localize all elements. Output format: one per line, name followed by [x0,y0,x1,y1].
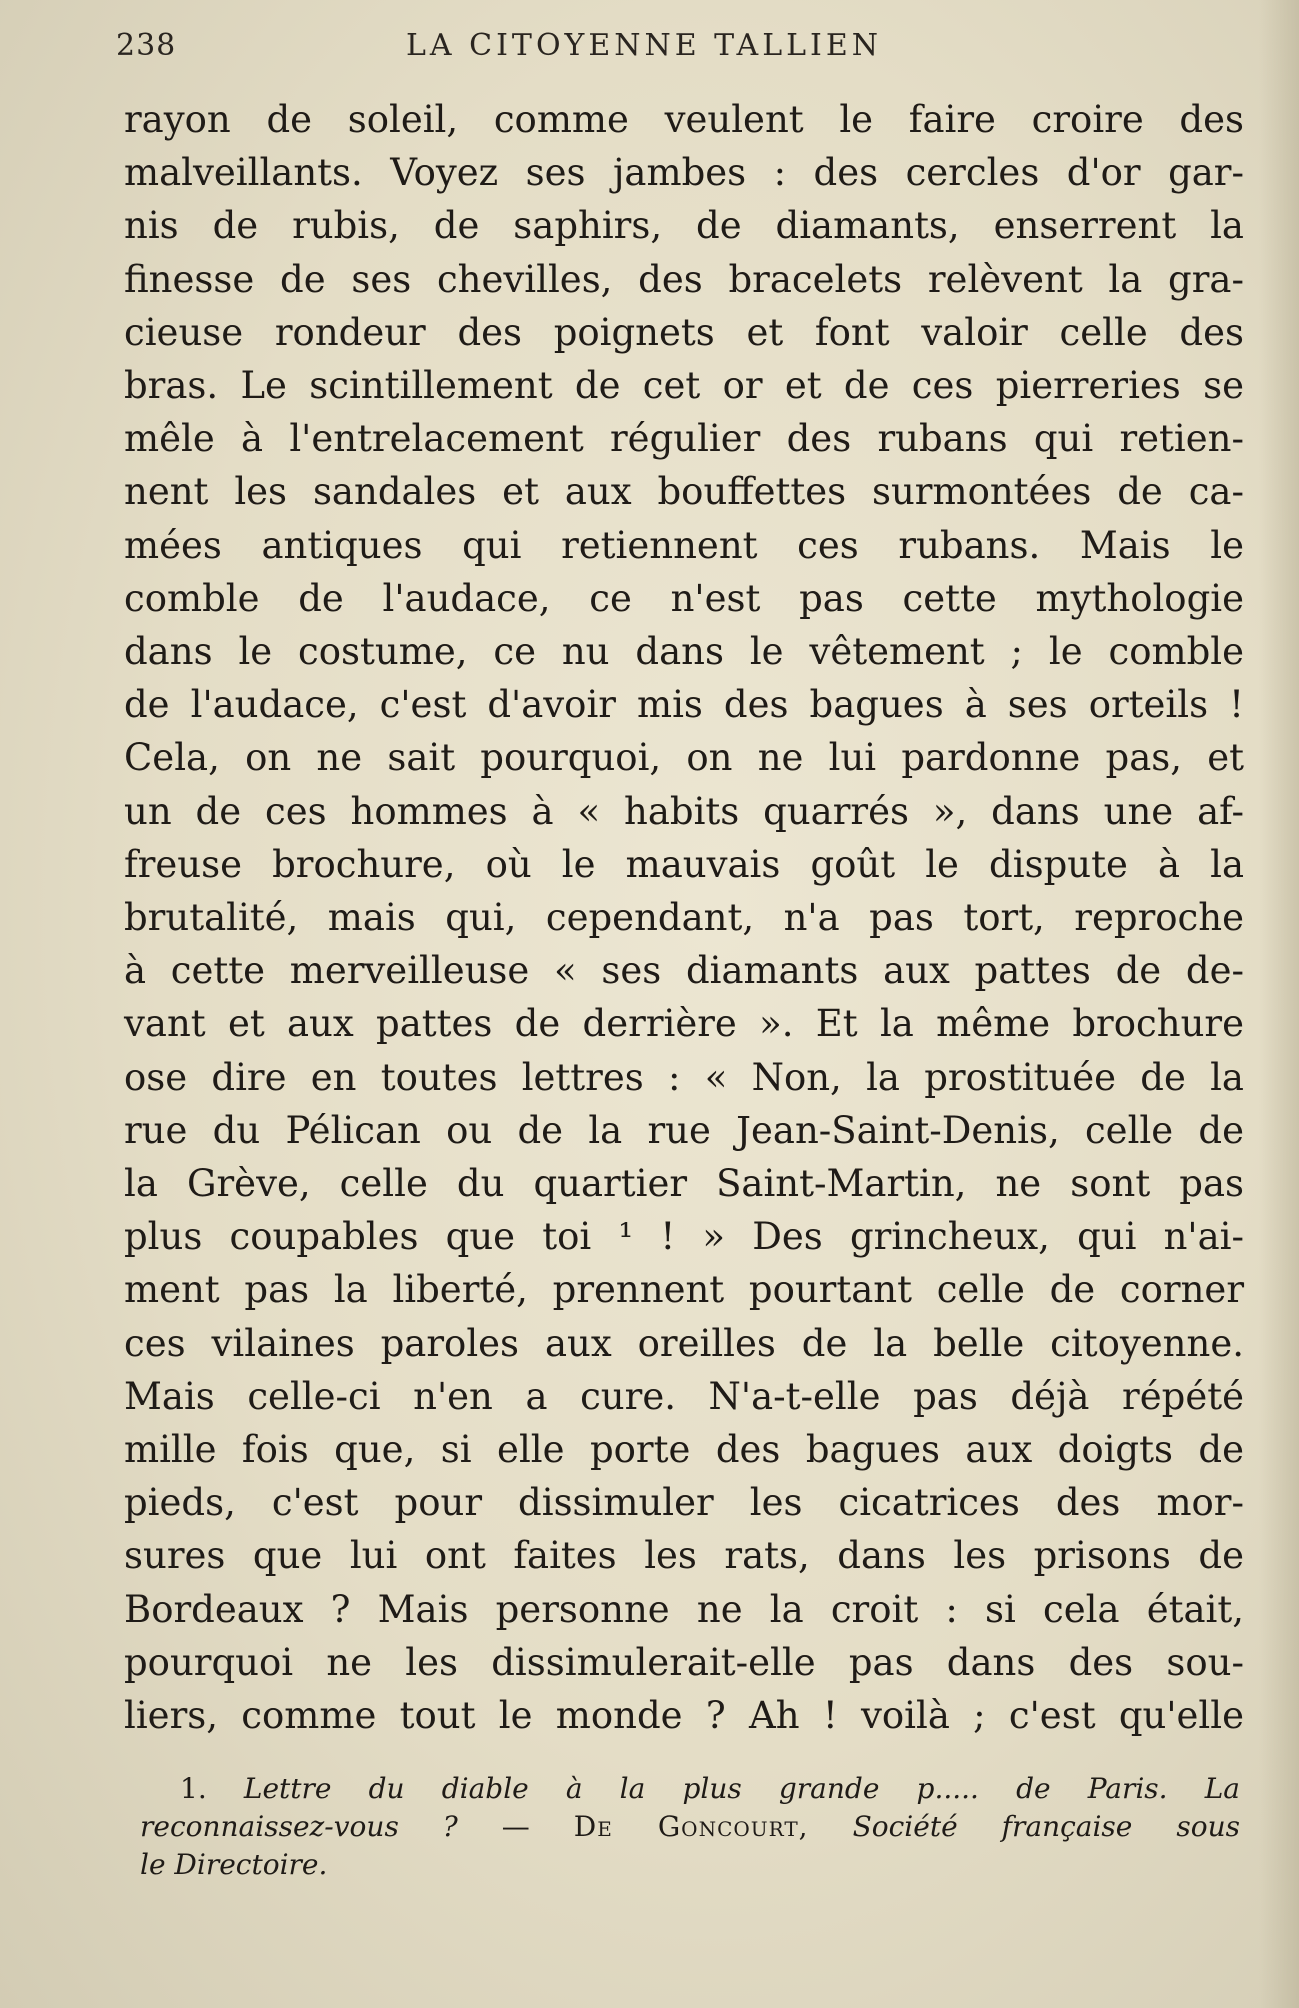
body-line: ment pas la liberté, prennent pourtant celle de corner [124,1268,1244,1312]
footnote-author: De Goncourt, [573,1810,809,1843]
body-line: liers, comme tout le monde ? Ah ! voilà ; c'est qu'elle [124,1694,1244,1738]
body-line: bras. Le scintillement de cet or et de ces pierreries se [124,364,1244,408]
body-line: ose dire en toutes lettres : « Non, la prostituée de la [124,1055,1244,1099]
running-head: LA CITOYENNE TALLIEN [406,28,883,63]
body-line: Mais celle-ci n'en a cure. N'a-t-elle pas déjà répété [124,1374,1244,1418]
footnote-number: 1. [180,1772,207,1805]
body-line: mêle à l'entrelacement régulier des rubans qui retien- [124,417,1244,461]
body-text [124,93,1244,1742]
footnote-line [140,1846,1240,1884]
body-line: nent les sandales et aux bouffettes surmontées de ca- [124,470,1244,514]
body-line: rue du Pélican ou de la rue Jean-Saint-Denis, celle de [124,1108,1244,1152]
body-line: rayon de soleil, comme veulent le faire croire des [124,98,1244,141]
body-line: vant et aux pattes de derrière ». Et la même brochure [124,1002,1244,1046]
body-line: plus coupables que toi ¹ ! » Des grincheux, qui n'ai- [124,1215,1244,1259]
body-line: cieuse rondeur des poignets et font valoir celle des [124,310,1244,354]
body-line: sures que lui ont faites les rats, dans les prisons de [124,1534,1244,1578]
footnote-text: le Directoire. [140,1848,328,1881]
body-line: un de ces hommes à « habits quarrés », dans une af- [124,789,1244,833]
body-line: comble de l'audace, ce n'est pas cette mythologie [124,576,1244,620]
page-number: 238 [116,28,177,63]
body-line: pieds, c'est pour dissimuler les cicatrices des mor- [124,1481,1244,1525]
body-line: brutalité, mais qui, cependant, n'a pas tort, reproche [124,896,1244,940]
body-line: Cela, on ne sait pourquoi, on ne lui pardonne pas, et [124,736,1244,780]
footnote-work: Société française sous [808,1810,1240,1843]
body-line: mille fois que, si elle porte des bagues aux doigts de [124,1428,1244,1472]
body-line: Bordeaux ? Mais personne ne la croit : si cela était, [124,1587,1244,1631]
body-line: finesse de ses chevilles, des bracelets relèvent la gra- [124,257,1244,301]
footnote-dash: — [457,1810,574,1843]
body-line: ces vilaines paroles aux oreilles de la belle citoyenne. [124,1321,1244,1365]
footnote [140,1770,1240,1884]
footnote-text: Lettre du diable à la plus grande p..... de Paris. La [243,1772,1240,1805]
body-line: nis de rubis, de saphirs, de diamants, enserrent la [124,204,1244,248]
footnote-text: reconnaissez-vous ? [140,1810,458,1843]
body-line: pourquoi ne les dissimulerait-elle pas dans des sou- [124,1640,1244,1684]
footnote-line [140,1808,1240,1846]
body-line: à cette merveilleuse « ses diamants aux pattes de de- [124,949,1244,993]
body-line: mées antiques qui retiennent ces rubans. Mais le [124,523,1244,567]
page-header [116,22,936,72]
footnote-line [140,1770,1240,1808]
body-line: freuse brochure, où le mauvais goût le dispute à la [124,842,1244,886]
body-line: dans le costume, ce nu dans le vêtement ; le comble [124,630,1244,674]
body-line: de l'audace, c'est d'avoir mis des bagues à ses orteils ! [124,683,1244,727]
body-line: la Grève, celle du quartier Saint-Martin, ne sont pas [124,1162,1244,1206]
body-line: malveillants. Voyez ses jambes : des cercles d'or gar- [124,151,1244,195]
